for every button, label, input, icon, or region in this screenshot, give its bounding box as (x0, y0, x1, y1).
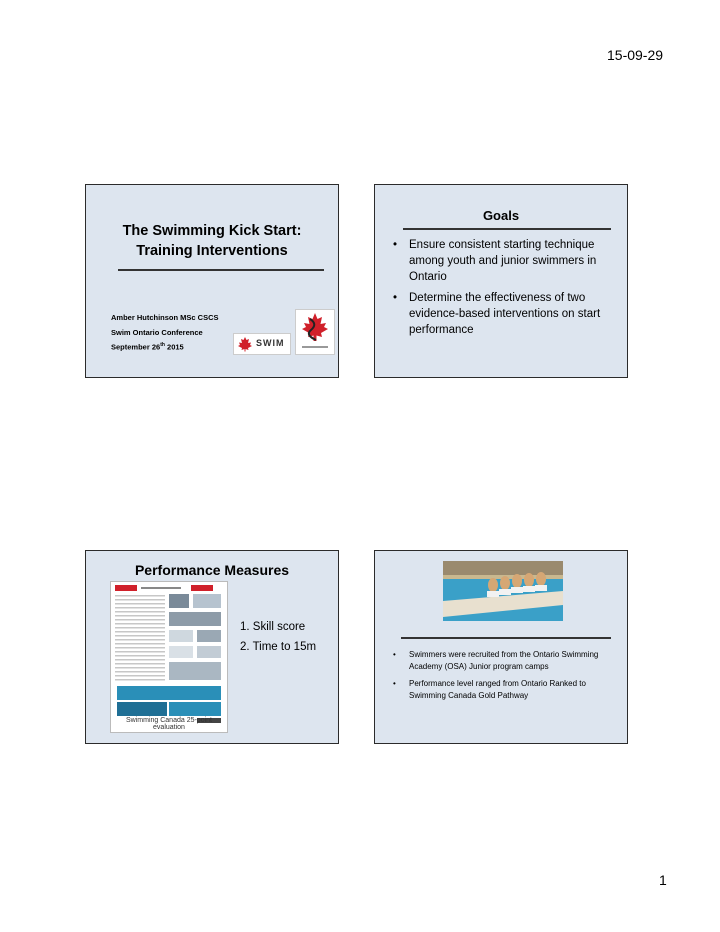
title-line-2: Training Interventions (136, 243, 288, 259)
goal-item: • Ensure consistent starting technique among youth and junior swimmers in Ontario (391, 237, 616, 285)
performance-title: Performance Measures (134, 562, 290, 578)
maple-leaf-icon (237, 336, 253, 352)
evaluation-sheet-image (110, 581, 228, 733)
goal-item: • Determine the effectiveness of two evidence-based interventions on start performance (391, 290, 616, 338)
swim-canada-logo (233, 333, 291, 355)
presentation-date: September 26th 2015 (111, 342, 184, 352)
conference-name: Swim Ontario Conference (111, 328, 203, 337)
participants-list (391, 649, 623, 707)
evaluation-caption: Swimming Canada 25-point evaluation (126, 717, 212, 731)
slide-participants (374, 550, 628, 744)
participant-item: • Swimmers were recruited from the Ontario Swimming Academy (OSA) Junior program camps (391, 649, 623, 673)
author-name: Amber Hutchinson MSc CSCS (111, 313, 219, 322)
slide-performance-measures (85, 550, 339, 744)
evaluation-sheet-graphic (111, 582, 228, 733)
osa-maple-logo-icon (296, 310, 334, 354)
measure-skill-score: 1. Skill score (240, 621, 306, 633)
swimmers-on-blocks-image (443, 561, 563, 621)
header-date: 15-09-29 (607, 47, 664, 63)
goals-title: Goals (482, 208, 520, 223)
title-divider (118, 269, 324, 271)
page-number: 1 (659, 872, 667, 888)
title-line-1: The Swimming Kick Start: (122, 223, 302, 239)
osa-logo (295, 309, 335, 355)
slide-title-heading (86, 221, 338, 261)
slide-title (85, 184, 339, 378)
slide-goals (374, 184, 628, 378)
pool-start-photo (443, 561, 563, 621)
participants-divider (401, 637, 611, 639)
measure-time-to-15m: 2. Time to 15m (240, 641, 317, 653)
swim-logo-text: SWIM (256, 338, 285, 348)
goals-list (391, 237, 616, 343)
goals-divider (403, 228, 611, 230)
participant-item: • Performance level ranged from Ontario Ranked to Swimming Canada Gold Pathway (391, 678, 623, 702)
